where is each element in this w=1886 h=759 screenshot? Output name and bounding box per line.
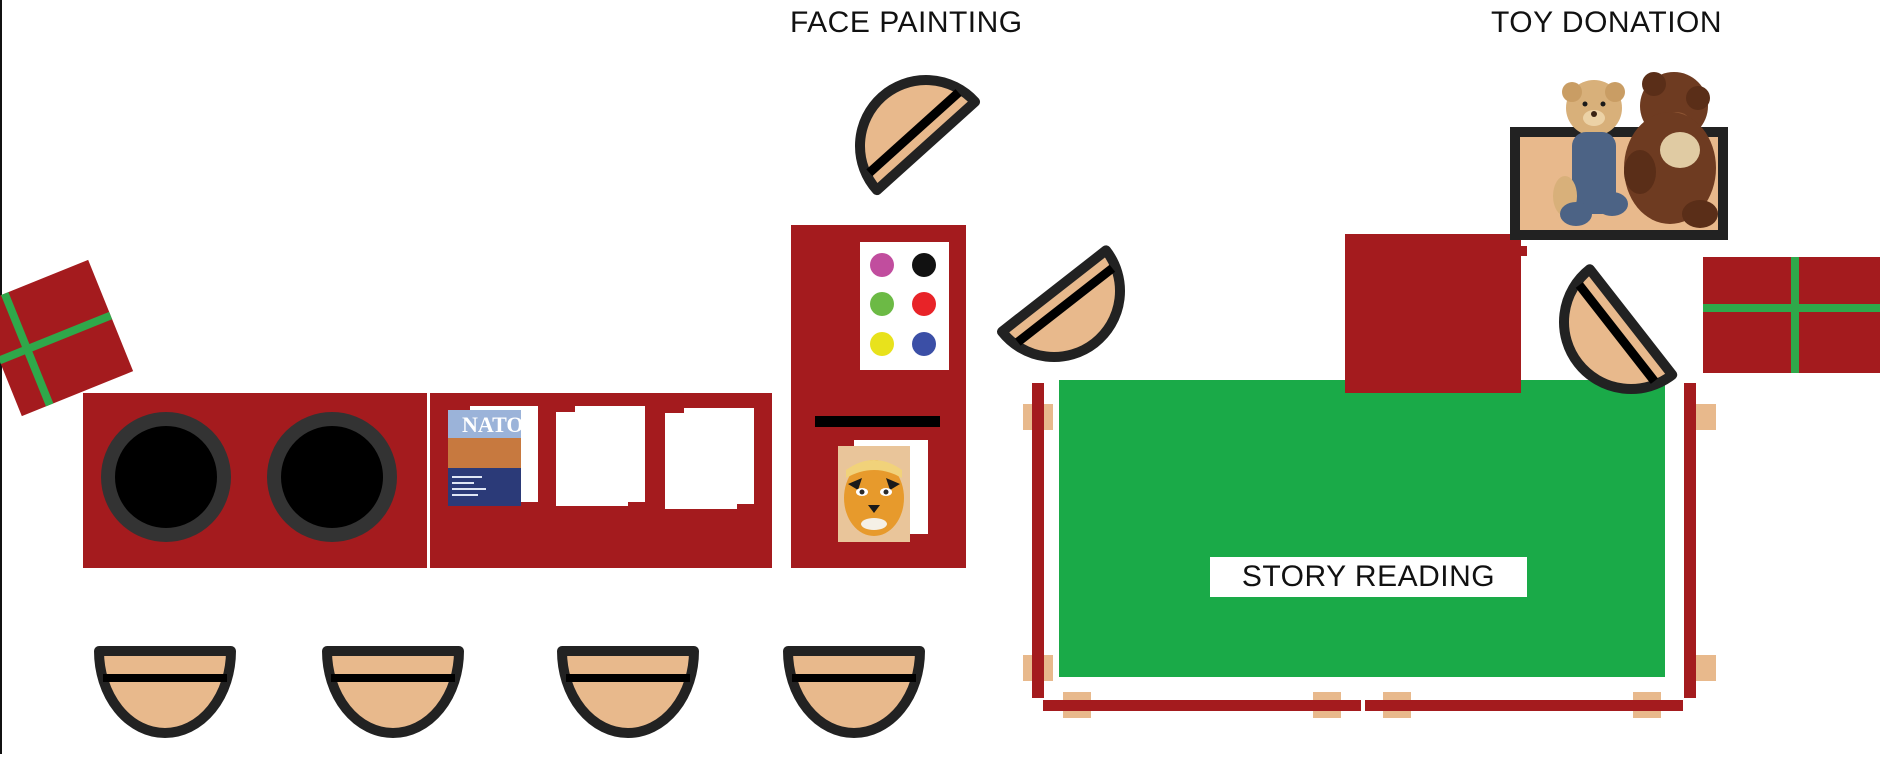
train-car-wheels: [83, 393, 427, 568]
face-painting-booth: [791, 225, 966, 568]
toy-donation-label: TOY DONATION: [1491, 6, 1723, 39]
chair-bottom-2: [327, 651, 459, 733]
donation-bin: [1345, 234, 1521, 393]
rail-bottom-left: [1043, 700, 1361, 711]
teddy-bears-photo: [1553, 72, 1718, 228]
story-reading-area: [1023, 380, 1716, 718]
magazine-cover-photo: [448, 410, 524, 506]
face-painting-label: FACE PAINTING: [790, 6, 1023, 39]
story-reading-label: STORY READING: [1241, 560, 1496, 593]
rail-left: [1032, 383, 1044, 698]
paint-dot-magenta: [870, 253, 894, 277]
magazine-title: NATO: [462, 412, 524, 437]
paint-dot-red: [912, 292, 936, 316]
gift-box-left: [0, 260, 133, 416]
face-paint-photo: [838, 446, 910, 542]
chair-face-painting-2: [1002, 250, 1147, 383]
gift-box-right: [1703, 257, 1880, 373]
reading-rug: [1059, 380, 1665, 677]
chair-face-painting-1: [833, 53, 975, 190]
paint-dot-blue: [912, 332, 936, 356]
toy-donation-area: [1345, 72, 1880, 416]
story-reading-sign: [1210, 557, 1527, 597]
blank-poster-3: [665, 413, 737, 509]
paint-dot-yellow: [870, 332, 894, 356]
paint-dot-green: [870, 292, 894, 316]
blank-poster-2: [556, 412, 628, 506]
gift-ribbon-vertical-right: [1791, 257, 1799, 373]
chair-bottom-3: [562, 651, 694, 733]
rail-bottom-right: [1365, 700, 1683, 711]
wheel-left: [108, 419, 224, 535]
rail-right: [1684, 383, 1696, 698]
train-car-posters: [430, 393, 772, 568]
left-edge-line: [0, 0, 2, 754]
booth-counter-bar: [815, 416, 940, 427]
paint-dot-black: [912, 253, 936, 277]
wheel-right: [274, 419, 390, 535]
chair-bottom-1: [97, 651, 233, 733]
chair-bottom-4: [788, 651, 920, 733]
